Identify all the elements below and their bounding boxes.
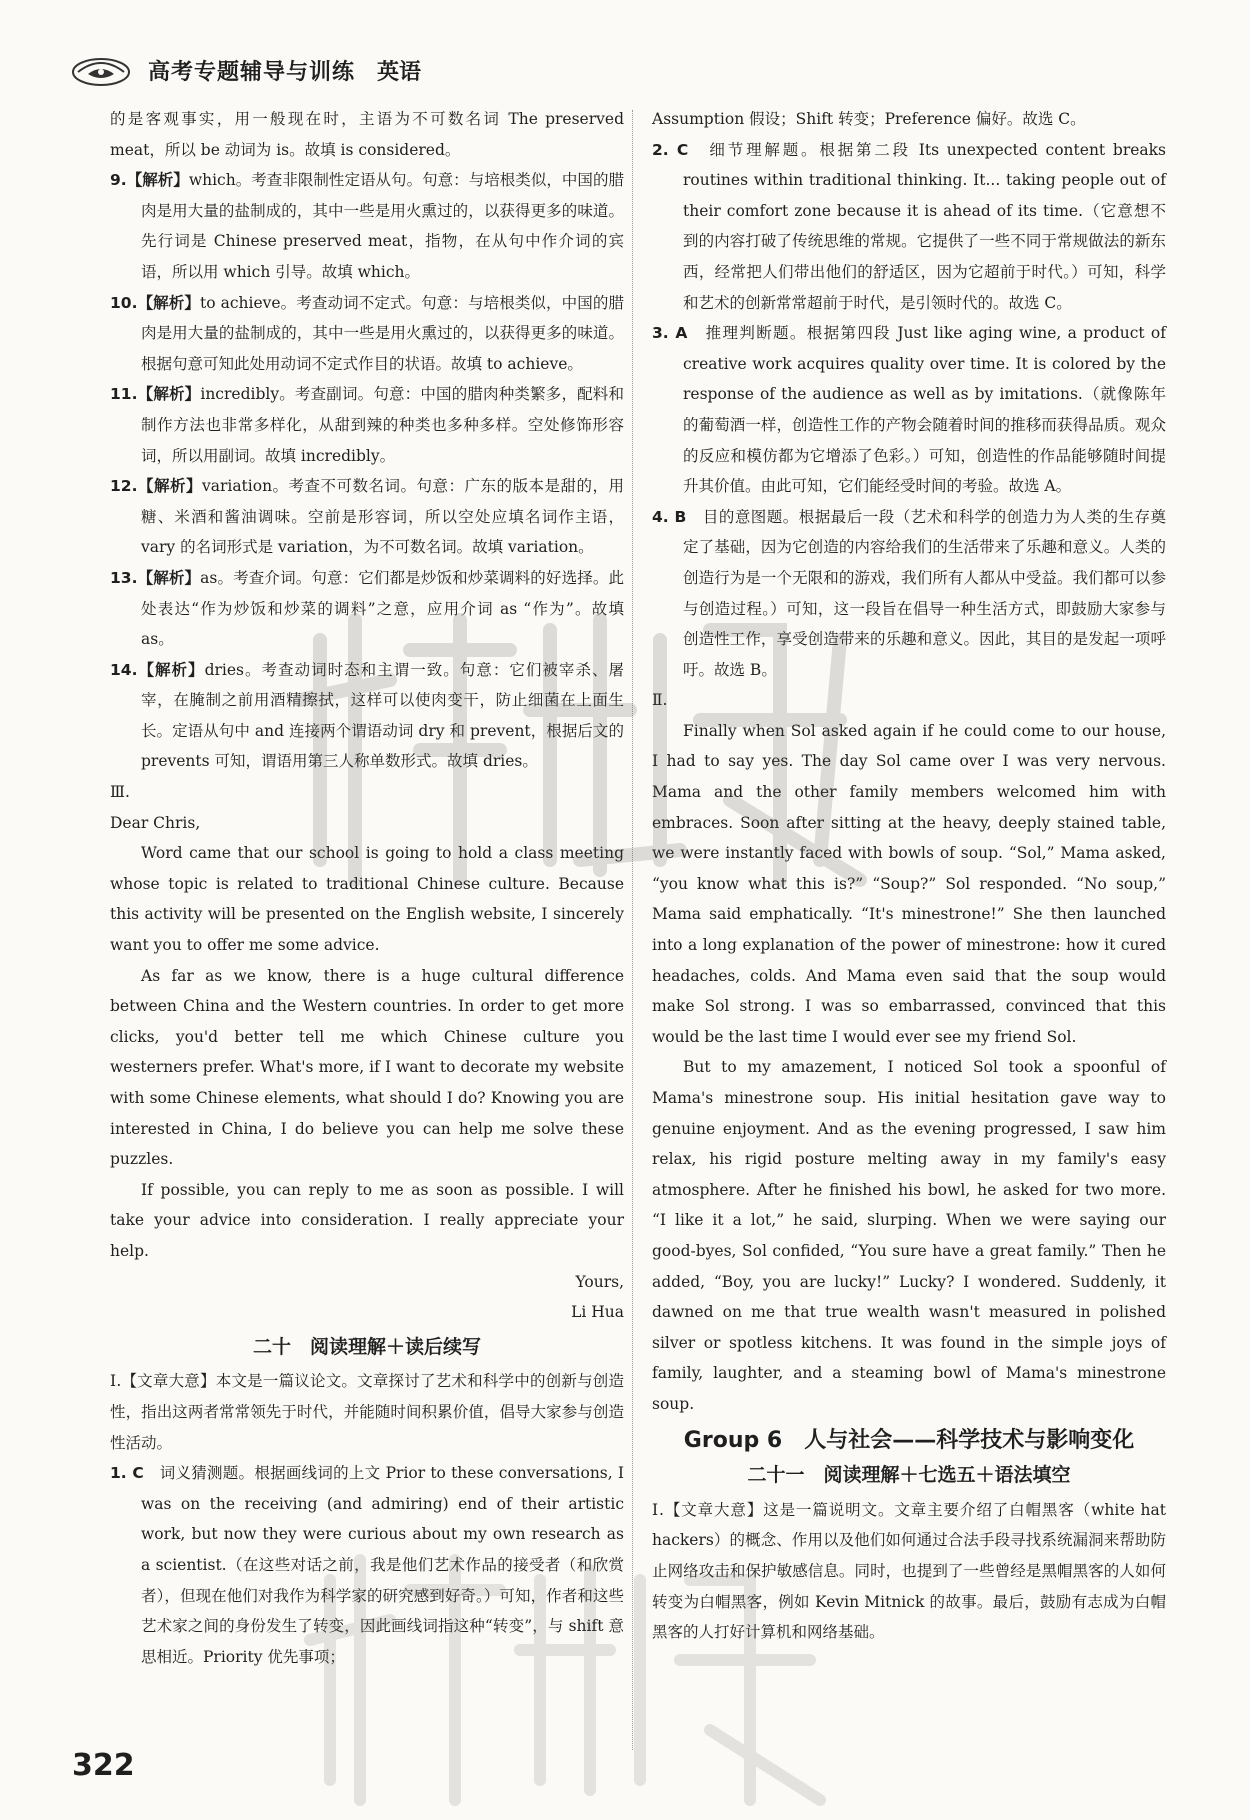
analysis-tag: 【解析】: [137, 292, 201, 312]
group-title: Group 6 人与社会——科学技术与影响变化: [683, 1427, 1135, 1453]
answer-item: [110, 165, 624, 287]
letter-paragraph: But to my amazement, I noticed Sol took a spoonful of Mama's minestrone soup. His initial hesitation gave way to genuine enjoyment. And as the evening progressed, I saw him relax, his rigid posture melting away in my family's easy atmosphere. After he finished his bowl, he asked for two more. “I like it a lot,” he said, slurping. When we were saying our good-byes, Sol confided, “You sure have a great family.” Then he added, “Boy, you are lucky!” Lucky? I wondered. Suddenly, it dawned on me that true wealth wasn't measured in polished silver or spotless kitchens. It was found in the simple joys of family, laughter, and a steaming bowl of Mama's minestrone soup.: [652, 1058, 1166, 1413]
column-divider: [632, 110, 633, 1750]
analysis-tag: 【解析】: [126, 170, 189, 190]
answer-item: [110, 471, 624, 563]
signature-line: Li Hua: [571, 1303, 624, 1322]
section-title: 二十 阅读理解＋读后续写: [252, 1335, 481, 1358]
right-column: [652, 104, 1166, 1648]
item-text: to achieve。考查动词不定式。句意：与培根类似，中国的腊肉是用大量的盐制成的，其中一些是用火熏过的，以获得更多的味道。根据句意可知此处用动词不定式作目的状语。故填 to achieve。: [141, 293, 624, 373]
answer-item: [652, 135, 1166, 319]
letter-paragraph: As far as we know, there is a huge cultural difference between China and the Western countries. In order to get more clicks, you'd better tell me which Chinese culture you westerners prefer. What's more, if I want to decorate my website with some Chinese elements, what should I do? Knowing you are interested in China, I do believe you can help me solve these puzzles.: [110, 966, 624, 1169]
item-number: 2. C: [652, 140, 689, 159]
paragraph: Ⅱ.: [652, 691, 668, 710]
book-logo-icon: [70, 52, 132, 88]
paragraph: Dear Chris,: [110, 813, 201, 832]
analysis-tag: 【解析】: [137, 659, 205, 679]
answer-item: [652, 318, 1166, 502]
answer-item: [652, 502, 1166, 686]
letter-paragraph: If possible, you can reply to me as soon as possible. I will take your advice into consideration. I really appreciate your help.: [110, 1180, 624, 1260]
item-text: 推理判断题。根据第四段 Just like aging wine, a product of creative work acquires quality over time. It is colored by the response of the audience as well as by imitations.（就像陈年的葡萄酒一样，创造性工作的产物会随着时间的推移而获得品质。观众的反应和模仿都为它增添了色彩。）可知，创造性的作品能够随时间提升其价值。由此可知，它们能经受时间的考验。故选 A。: [683, 324, 1166, 496]
analysis-tag: 【解析】: [137, 567, 201, 587]
item-number: 9.: [110, 171, 127, 190]
answer-item: [110, 288, 624, 380]
item-number: 3. A: [652, 324, 688, 343]
item-text: incredibly。考查副词。句意：中国的腊肉种类繁多，配料和制作方法也非常多样化，从甜到辣的种类也多种多样。空处修饰形容词，所以用副词。故填 incredibly。: [141, 385, 624, 465]
item-text: 细节理解题。根据第二段 Its unexpected content breaks routines within traditional thinking. It... taking people out of their comfort zone because it is ahead of its time.（它意想不到的内容打破了传统思维的常规。它提供了一些不同于常规做法的新东西，经常把人们带出他们的舒适区，因为它超前于时代。）可知，科学和艺术的创新常常超前于时代，是引领时代的。故选 C。: [683, 140, 1166, 312]
left-column: [110, 104, 624, 1672]
item-number: 12.: [110, 477, 138, 496]
item-number: 13.: [110, 568, 138, 587]
analysis-tag: 【解析】: [137, 476, 202, 496]
item-number: 1. C: [110, 1464, 144, 1483]
page-number: 322: [72, 1748, 135, 1783]
book-title: 高考专题辅导与训练: [148, 59, 356, 85]
page-header: [70, 48, 1210, 92]
answer-item: [110, 1458, 624, 1672]
analysis-tag: 【解析】: [137, 384, 201, 404]
paragraph: Assumption 假设；Shift 转变；Preference 偏好。故选 C。: [652, 110, 1086, 128]
item-text: 词义猜测题。根据画线词的上文 Prior to these conversations, I was on the receiving (and admiring) end of their artistic work, but now they were curious about my own research as a scientist.（在这些对话之前，我是他们艺术作品的接受者（和欣赏者），但现在他们对我作为科学家的研究感到好奇。）可知，作者和这些艺术家之间的身份发生了转变，因此画线词指这种“转变”，与 shift 意思相近。Priority 优先事项；: [141, 1464, 625, 1666]
paragraph: Ⅰ.【文章大意】这是一篇说明文。文章主要介绍了白帽黑客（white hat hackers）的概念、作用以及他们如何通过合法手段寻找系统漏洞来帮助防止网络攻击和保护敏感信息。同时，也提到了一些曾经是黑帽黑客的人如何转变为白帽黑客，例如 Kevin Mitnick 的故事。最后，鼓励有志成为白帽黑客的人打好计算机和网络基础。: [652, 1500, 1166, 1642]
item-number: 11.: [110, 385, 138, 404]
signature-line: Yours,: [575, 1272, 624, 1291]
paragraph: Ⅲ.: [110, 783, 130, 802]
item-text: variation。考查不可数名词。句意：广东的版本是甜的，用糖、米酒和酱油调味。空前是形容词，所以空处应填名词作主语，vary 的名词形式是 variation，为不可数名词。故填 variation。: [141, 477, 624, 557]
item-number: 4. B: [652, 507, 687, 526]
answer-item: [110, 379, 624, 471]
item-text: which。考查非限制性定语从句。句意：与培根类似，中国的腊肉是用大量的盐制成的，其中一些是用火熏过的，以获得更多的味道。先行词是 Chinese preserved meat，指物，在从句中作介词的宾语，所以用 which 引导。故填 which。: [141, 171, 624, 281]
subject-label: 英语: [377, 59, 422, 85]
item-number: 10.: [110, 293, 138, 312]
item-text: as。考查介词。句意：它们都是炒饭和炒菜调料的好选择。此处表达“作为炒饭和炒菜的调料”之意，应用介词 as “作为”。故填 as。: [141, 568, 624, 649]
item-number: 14.: [110, 660, 138, 679]
letter-paragraph: Finally when Sol asked again if he could come to our house, I had to say yes. The day Sol came over I was very nervous. Mama and the other family members welcomed him with embraces. Soon after sitting at the heavy, deeply stained table, we were instantly faced with bowls of soup. “Sol,” Mama asked, “you know what this is?” “Soup?” Sol responded. “No soup,” Mama said emphatically. “It's minestrone!” She then launched into a long explanation of the power of minestrone: how it cured headaches, colds. And Mama even said that the soup would make Sol strong. I was so embarrassed, convinced that this would be the last time I would ever see my friend Sol.: [652, 721, 1166, 1046]
paragraph: 的是客观事实，用一般现在时，主语为不可数名词 The preserved meat，所以 be 动词为 is。故填 is considered。: [110, 110, 624, 159]
item-text: dries。考查动词时态和主谓一致。句意：它们被宰杀、屠宰，在腌制之前用酒精擦拭，这样可以使肉变干，防止细菌在上面生长。定语从句中 and 连接两个谓语动词 dry 和 prevent，根据后文的 prevents 可知，谓语用第三人称单数形式。故填 dries。: [141, 660, 624, 771]
item-text: 目的意图题。根据最后一段（艺术和科学的创造力为人类的生存奠定了基础，因为它创造的内容给我们的生活带来了乐趣和意义。人类的创造行为是一个无限和的游戏，我们所有人都从中受益。我们都可以参与创造过程。）可知，这一段旨在倡导一种生活方式，即鼓励大家参与创造性工作，享受创造带来的乐趣和意义。因此，其目的是发起一项呼吁。故选 B。: [683, 507, 1166, 679]
section-title: 二十一 阅读理解＋七选五＋语法填空: [747, 1464, 1071, 1487]
answer-item: [110, 563, 624, 655]
paragraph: Ⅰ.【文章大意】本文是一篇议论文。文章探讨了艺术和科学中的创新与创造性，指出这两者常常领先于时代，并能随时间积累价值，倡导大家参与创造性活动。: [110, 1372, 624, 1452]
answer-item: [110, 655, 624, 777]
letter-paragraph: Word came that our school is going to hold a class meeting whose topic is related to traditional Chinese culture. Because this activity will be presented on the English website, I sincerely want you to offer me some advice.: [110, 844, 624, 955]
